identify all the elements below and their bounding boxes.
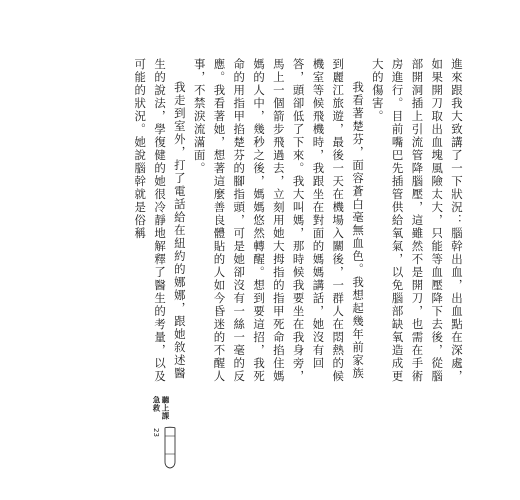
paragraph-3: 我走到室外，打了電話給在紐約的娜娜，跟她敘述醫生的說法，學復健的她很冷靜地解釋了醫生的考量，以及可能的狀況。她說腦幹就是俗稱 (133, 58, 187, 383)
running-title (152, 396, 170, 420)
vertical-text-block (120, 58, 466, 390)
page-number: 23 (152, 428, 160, 437)
folio-emblem-icon (162, 426, 178, 470)
running-title-line-2: 急救 (152, 396, 161, 412)
paragraph-1: 進來跟我大致講了一下狀況：腦幹出血，出血點在深處，如果開刀取出血塊風險太大，只能等血壓降下去後，從腦部開洞插上引流管降腦壓，這雖然不是開刀，也需在手術房進行。目前嘴巴先插管供給氧氣，以免腦部缺氧造成更大的傷害。 (370, 58, 464, 383)
paragraph-2: 我看著楚芬，面容蒼白毫無血色。我想起幾年前家族到麗江旅遊，最後一天在機場入關後，一群人在悶熱的候機室等候飛機時，我跟坐在對面的媽媽講話，她沒有回答，頭卻低了下來。我大叫媽，那時候我要坐在我身旁，馬上一個箭步飛過去，立刻用她大拇指的指甲死命掐住媽媽的人中，幾秒之後，媽媽悠然轉醒。想到要這招，我死命的用指甲掐楚芬的腳指頭，可是她卻沒有一絲一毫的反應。我看著她，想著這麼善良體貼的人如今昏迷的不醒人事，不禁淚流滿面。 (192, 58, 366, 383)
running-title-line-1: 聽上課 (161, 396, 170, 420)
page-folio (150, 396, 178, 476)
